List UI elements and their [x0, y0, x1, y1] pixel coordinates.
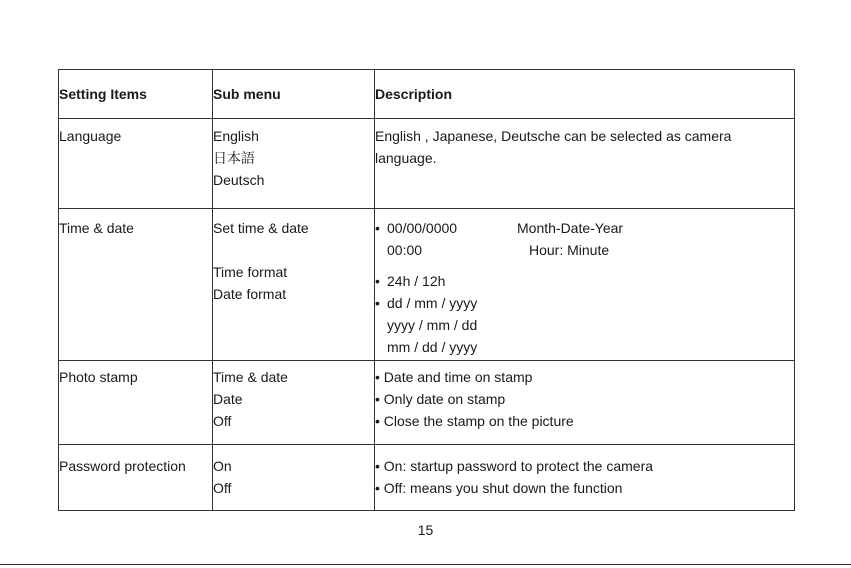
table-row-time-date [59, 209, 795, 361]
bottom-divider [0, 564, 851, 565]
sub-menu-language [213, 119, 375, 209]
table-row-password-protection [59, 445, 795, 511]
setting-item-label: Time & date [59, 220, 134, 236]
hour-format-row [375, 270, 794, 292]
description-time-date [375, 209, 795, 361]
description-line: • Close the stamp on the picture [375, 413, 574, 429]
date-format-option: dd / mm / yyyy [387, 295, 478, 311]
header-description: Description [375, 70, 795, 119]
description-password [375, 445, 795, 511]
hour-format-value: 24h / 12h [387, 273, 446, 289]
date-value-row [375, 217, 794, 239]
date-value: 00/00/0000 [387, 220, 458, 236]
date-format-row [375, 292, 794, 314]
setting-item-label: Language [59, 128, 122, 144]
sub-menu-photo-stamp [213, 361, 375, 445]
description-line: • Date and time on stamp [375, 369, 533, 385]
sub-menu-password [213, 445, 375, 511]
description-line: • On: startup password to protect the camera [375, 458, 654, 474]
setting-item-label: Password protection [59, 458, 186, 474]
page-number: 15 [417, 522, 434, 538]
bullet: • [375, 273, 380, 289]
sub-menu-time-date [213, 209, 375, 361]
date-format-option: yyyy / mm / dd [387, 317, 478, 333]
description-line: • Only date on stamp [375, 391, 506, 407]
sub-option-english: English [213, 128, 259, 144]
bullet: • [375, 295, 380, 311]
date-format-option: mm / dd / yyyy [387, 339, 478, 355]
setting-item-time-date [59, 209, 213, 361]
sub-option-on: On [213, 458, 232, 474]
table-row-language [59, 119, 795, 209]
description-photo-stamp [375, 361, 795, 445]
setting-item-password-protection [59, 445, 213, 511]
sub-option-date-format: Date format [213, 286, 287, 302]
sub-option-set-time-date: Set time & date [213, 220, 309, 236]
header-setting-items: Setting Items [59, 70, 213, 119]
header-sub-menu: Sub menu [213, 70, 375, 119]
description-text: English , Japanese, Deutsche can be selected as camera language. [375, 128, 732, 166]
date-note: Month-Date-Year [517, 220, 624, 236]
setting-item-label: Photo stamp [59, 369, 138, 385]
table-header-row [59, 70, 795, 119]
sub-option-time-date: Time & date [213, 369, 288, 385]
setting-item-language [59, 119, 213, 209]
description-line: • Off: means you shut down the function [375, 480, 623, 496]
sub-option-off: Off [213, 413, 232, 429]
time-note: Hour: Minute [529, 242, 610, 258]
spacer [375, 261, 794, 270]
sub-option-date: Date [213, 391, 243, 407]
sub-option-time-format: Time format [213, 264, 288, 280]
sub-option-deutsch: Deutsch [213, 172, 265, 188]
bullet: • [375, 220, 380, 236]
spacer [213, 239, 374, 261]
settings-table [58, 69, 795, 511]
sub-option-japanese: 日本語 [213, 150, 255, 166]
table-row-photo-stamp [59, 361, 795, 445]
time-value-row [375, 239, 794, 261]
sub-option-off: Off [213, 480, 232, 496]
setting-item-photo-stamp [59, 361, 213, 445]
description-language [375, 119, 795, 209]
time-value: 00:00 [387, 242, 423, 258]
